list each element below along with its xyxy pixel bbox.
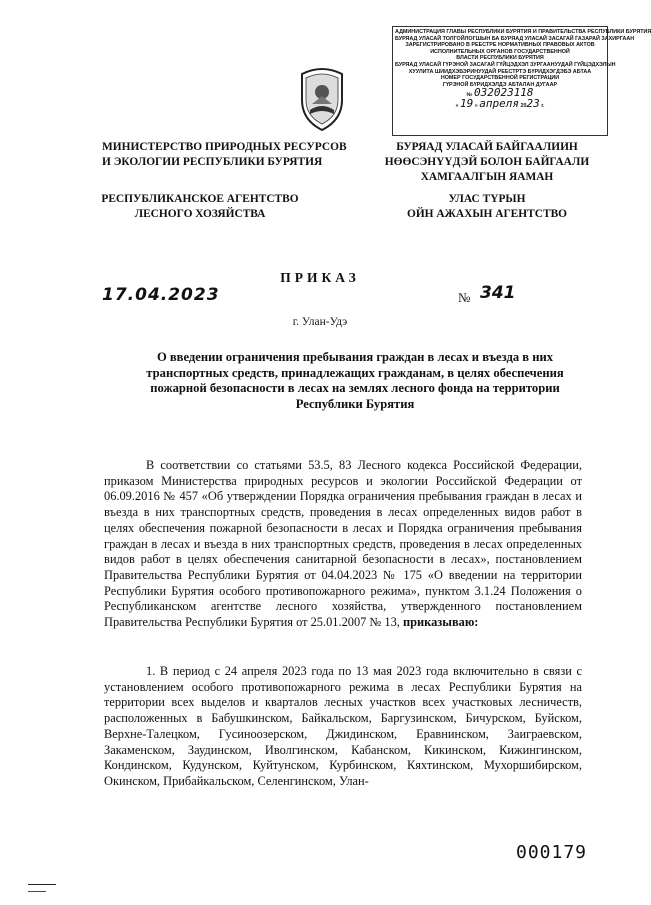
ministry-line: ХАМГААЛГЫН ЯАМАН <box>420 171 554 183</box>
order-subject: О введении ограничения пребывания граждан в лесах и въезда в них транспортных средств, принадлежащих гражданам, в целях обеспечения пожарной безопасности в лесах на землях лесного фонда на территории Республики Бурятия <box>146 350 564 411</box>
stamp-line: ХУУЛИТА ШИИДХЭБЭРИНУУДАЙ РЕЕСТРТЭ БҮРИДХЭГДЭБЭ АБТАА <box>408 68 592 75</box>
footer-rule <box>28 891 46 892</box>
agency-line: ОЙН АЖАХЫН АГЕНТСТВО <box>406 208 568 220</box>
stamp-date-year-prefix: 20 <box>520 102 527 109</box>
stamp-date-month: апреля <box>479 96 520 110</box>
stamp-line: ГҮРЭНОЙ БҮРИДХЭЛДЭ АБТАЛАН ДУГААР <box>442 81 558 88</box>
agency-line: РЕСПУБЛИКАНСКОЕ АГЕНТСТВО <box>101 193 299 205</box>
paragraph-text: В соответствии со статьями 53.5, 83 Лесного кодекса Российской Федерации, приказом Министерства природных ресурсов и экологии Российской Федерации от 06.09.2016 № 457 «Об утверждении Порядка ограничения пребывания граждан в лесах и въезда в них транспортных средств, проведения в лесах определенных видов работ в целях обеспечения пожарной безопасности в лесах и Порядка ограничения пребывания граждан в лесах и въезда в них транспортных средств, проведения в лесах определенных видов работ в целях обеспечения санитарной безопасности в лесах», постановлением Правительства Республики Бурятия от 04.04.2023 № 175 «О введении на территории Республики Бурятия особого противопожарного режима», пунктом 3.1.24 Положения о Республиканском агентстве лесного хозяйства, утвержденного постановлением Правительства Республики Бурятия от 25.01.2007 № 13, <box>104 458 582 630</box>
ministry-line: И ЭКОЛОГИИ РЕСПУБЛИКИ БУРЯТИЯ <box>102 156 323 168</box>
document-title: ПРИКАЗ <box>280 270 360 285</box>
agency-line: ЛЕСНОГО ХОЗЯЙСТВА <box>134 208 266 220</box>
stamp-date-day: 19 <box>460 96 474 110</box>
page-number: 000179 <box>516 842 588 863</box>
agency-line: УЛАС ТҮРЫН <box>448 193 526 205</box>
registration-stamp <box>392 26 651 136</box>
order-number-label: № <box>458 290 471 305</box>
stamp-date-year: 23 <box>526 96 540 110</box>
footer-rule <box>28 884 56 885</box>
stamp-line: НОМЕР ГОСУДАРСТВЕННОЙ РЕГИСТРАЦИИ <box>440 75 560 82</box>
ministry-line: БУРЯАД УЛАСАЙ БАЙГААЛИИН <box>396 141 578 153</box>
stamp-reg-number: 032023118 <box>473 86 534 100</box>
order-number: 341 <box>480 283 516 303</box>
stamp-line: БУРЯАД УЛАСАЙ ГҮРЭНОЙ ЗАСАГАЙ ГҮЙЦЭДХЭЛ ЗУРГААНУУДАЙ ГҮЙЦЭДХЭЛЫН <box>395 61 616 68</box>
stamp-line: ЗАРЕГИСТРИРОВАНО В РЕЕСТРЕ НОРМАТИВНЫХ ПРАВОВЫХ АКТОВ <box>405 42 595 49</box>
ministry-name-bua <box>372 140 602 185</box>
stamp-line: ИСПОЛНИТЕЛЬНЫХ ОРГАНОВ ГОСУДАРСТВЕННОЙ <box>430 48 570 55</box>
stamp-reg-number-row: № 032023118 <box>466 86 534 100</box>
body-paragraph: 1. В период с 24 апреля 2023 года по 13 мая 2023 года включительно в связи с установлением особого противопожарного режима в лесах Республики Бурятия на территории всех выделов и кварталов лесных участков всех участковых лесничеств, расположенных в Бабушкинском, Байкальском, Баргузинском, Бичурском, Буйском, Верхне-Талецком, Гусиноозерском, Джидинском, Еравнинском, Заиграевском, Закаменском, Заудинском, Иволгинском, Кабанском, Кикинском, Кижингинском, Кондинском, Кудунском, Куйтунском, Курбинском, Кяхтинском, Мухоршибирском, Окинском, Прибайкальском, Селенгинском, Улан- <box>104 664 582 788</box>
agency-name-bua <box>372 192 602 222</box>
stamp-date-row: « 19 » апреля 2023 г. <box>455 96 545 110</box>
ministry-line: НӨӨСЭНҮҮДЭЙ БОЛОН БАЙГААЛИ <box>384 156 590 168</box>
order-city: г. Улан-Удэ <box>292 316 348 328</box>
paragraph-resolution: приказываю: <box>402 615 479 630</box>
coat-of-arms-icon <box>296 66 348 132</box>
body-paragraph <box>104 458 582 631</box>
ministry-name-ru <box>102 140 347 170</box>
stamp-line: ВЛАСТИ РЕСПУБЛИКИ БУРЯТИЯ <box>456 55 544 62</box>
order-date: 17.04.2023 <box>102 285 220 305</box>
agency-name-ru <box>100 192 300 222</box>
ministry-line: МИНИСТЕРСТВО ПРИРОДНЫХ РЕСУРСОВ <box>102 141 347 153</box>
stamp-line: АДМИНИСТРАЦИЯ ГЛАВЫ РЕСПУБЛИКИ БУРЯТИЯ И ПРАВИТЕЛЬСТВА РЕСПУБЛИКИ БУРЯТИЯ <box>395 29 651 35</box>
stamp-line: БУРЯАД УЛАСАЙ ТОЛГОЙЛОГШЫН БА БУРЯАД УЛАСАЙ ЗАСАГАЙ ГАЗАРАЙ ЗАХИРГААН <box>395 35 635 42</box>
